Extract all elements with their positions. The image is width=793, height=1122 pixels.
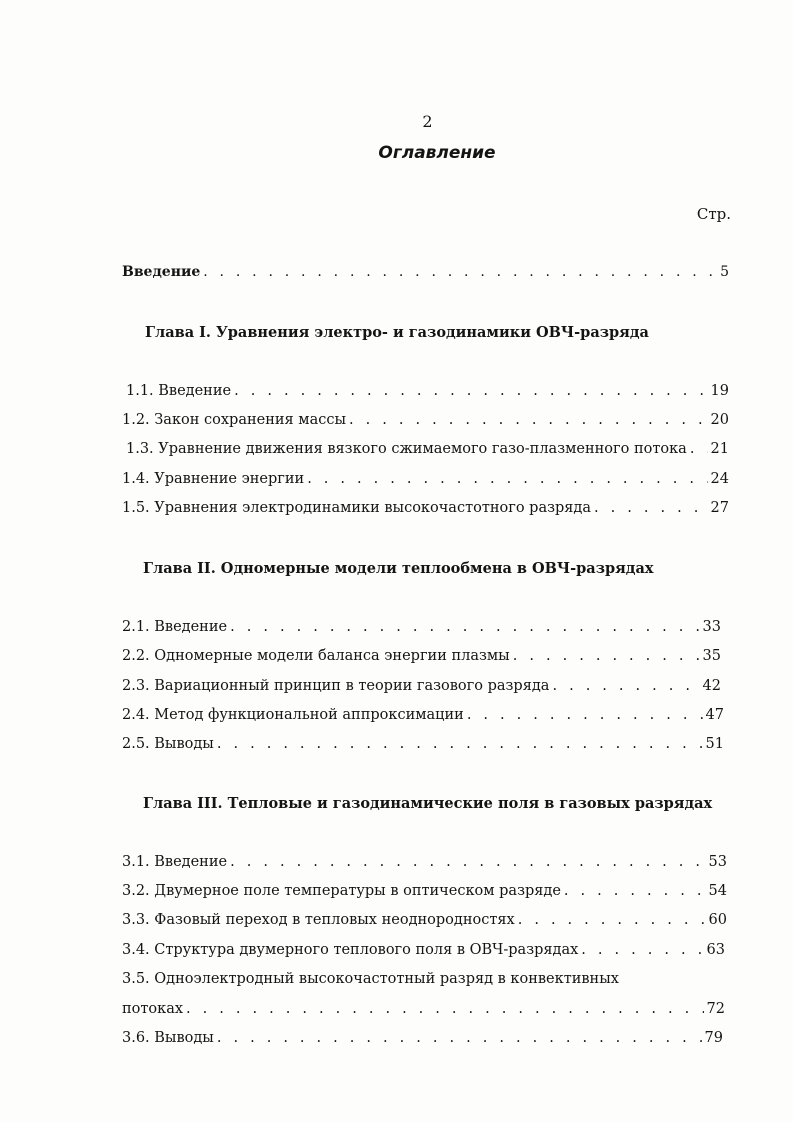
toc-entry bbox=[126, 441, 729, 463]
dot-leader bbox=[234, 383, 707, 399]
dot-leader bbox=[230, 619, 699, 635]
chapter-heading: Глава III. Тепловые и газодинамические поля в газовых разрядах bbox=[143, 795, 713, 812]
toc-entry-page: 51 bbox=[705, 736, 724, 752]
dot-leader bbox=[594, 500, 708, 516]
toc-entry bbox=[122, 471, 729, 493]
toc-entry-label: Введение bbox=[122, 264, 201, 280]
dot-leader bbox=[513, 648, 700, 664]
toc-entry bbox=[122, 1001, 725, 1023]
toc-entry-label: 1.5. Уравнения электродинамики высокочастотного разряда bbox=[122, 500, 592, 516]
toc-entry-label: 3.5. Одноэлектродный высокочастотный разряд в конвективных bbox=[122, 971, 619, 987]
toc-entry-page: 47 bbox=[705, 707, 724, 723]
toc-entry-label: 2.2. Одномерные модели баланса энергии плазмы bbox=[122, 648, 510, 664]
toc-entry-page: 60 bbox=[708, 912, 727, 928]
toc-entry-page: 24 bbox=[710, 471, 729, 487]
toc-entry-label: 1.4. Уравнение энергии bbox=[122, 471, 305, 487]
toc-entry bbox=[122, 942, 725, 964]
toc-entry-page: 54 bbox=[708, 883, 727, 899]
toc-entry-label: 3.1. Введение bbox=[122, 854, 228, 870]
toc-entry-label: 2.5. Выводы bbox=[122, 736, 214, 752]
toc-entry-label: 1.1. Введение bbox=[126, 383, 232, 399]
toc-entry-page: 72 bbox=[706, 1001, 725, 1017]
toc-entry-label: 3.3. Фазовый переход в тепловых неоднородностях bbox=[122, 912, 515, 928]
toc-entry-label-continuation: потоках bbox=[122, 1001, 184, 1017]
toc-entry-page: 21 bbox=[710, 441, 729, 457]
toc-entry-page: 33 bbox=[702, 619, 721, 635]
page-column-label: Стр. bbox=[696, 205, 731, 223]
toc-entry bbox=[122, 912, 727, 934]
dot-leader bbox=[552, 678, 699, 694]
toc-entry bbox=[122, 412, 729, 434]
toc-entry-label: 1.2. Закон сохранения массы bbox=[122, 412, 347, 428]
toc-entry-label: 3.2. Двумерное поле температуры в оптическом разряде bbox=[122, 883, 561, 899]
toc-entry-page: 27 bbox=[710, 500, 729, 516]
toc-entry-label: 3.6. Выводы bbox=[122, 1030, 214, 1046]
dot-leader bbox=[203, 264, 717, 280]
dot-leader bbox=[307, 471, 707, 487]
dot-leader bbox=[690, 441, 708, 457]
toc-entry-label: 1.3. Уравнение движения вязкого сжимаемого газо-плазменного потока bbox=[126, 441, 687, 457]
toc-entry bbox=[126, 383, 729, 405]
page-number: 2 bbox=[422, 112, 433, 131]
dot-leader bbox=[217, 736, 703, 752]
dot-leader bbox=[186, 1001, 704, 1017]
dot-leader bbox=[230, 854, 705, 870]
toc-entry bbox=[122, 500, 729, 522]
toc-entry-intro bbox=[122, 264, 729, 286]
toc-entry bbox=[122, 1030, 723, 1052]
dot-leader bbox=[467, 707, 703, 723]
toc-entry-page: 42 bbox=[702, 678, 721, 694]
dot-leader bbox=[518, 912, 706, 928]
dot-leader bbox=[581, 942, 703, 958]
toc-entry bbox=[122, 854, 727, 876]
toc-entry bbox=[122, 619, 721, 641]
toc-entry bbox=[122, 736, 724, 758]
toc-entry-label: 2.4. Метод функциональной аппроксимации bbox=[122, 707, 464, 723]
toc-entry bbox=[122, 648, 721, 670]
toc-entry-page: 5 bbox=[720, 264, 729, 280]
dot-leader bbox=[349, 412, 708, 428]
chapter-heading: Глава I. Уравнения электро- и газодинамики ОВЧ-разряда bbox=[145, 324, 649, 341]
toc-entry-page: 63 bbox=[706, 942, 725, 958]
page-title: Оглавление bbox=[378, 143, 496, 163]
toc-entry-label: 2.1. Введение bbox=[122, 619, 228, 635]
toc-entry-page: 19 bbox=[710, 383, 729, 399]
dot-leader bbox=[217, 1030, 702, 1046]
toc-entry bbox=[122, 707, 724, 729]
toc-entry-label: 3.4. Структура двумерного теплового поля в ОВЧ-разрядах bbox=[122, 942, 579, 958]
toc-entry-label: 2.3. Вариационный принцип в теории газового разряда bbox=[122, 678, 550, 694]
toc-entry-page: 53 bbox=[708, 854, 727, 870]
toc-entry-page: 35 bbox=[702, 648, 721, 664]
toc-entry-page: 20 bbox=[710, 412, 729, 428]
toc-entry-page: 79 bbox=[704, 1030, 723, 1046]
dot-leader bbox=[564, 883, 706, 899]
chapter-heading: Глава II. Одномерные модели теплообмена в ОВЧ-разрядах bbox=[143, 560, 654, 577]
toc-entry bbox=[122, 883, 727, 905]
toc-entry bbox=[122, 678, 721, 700]
